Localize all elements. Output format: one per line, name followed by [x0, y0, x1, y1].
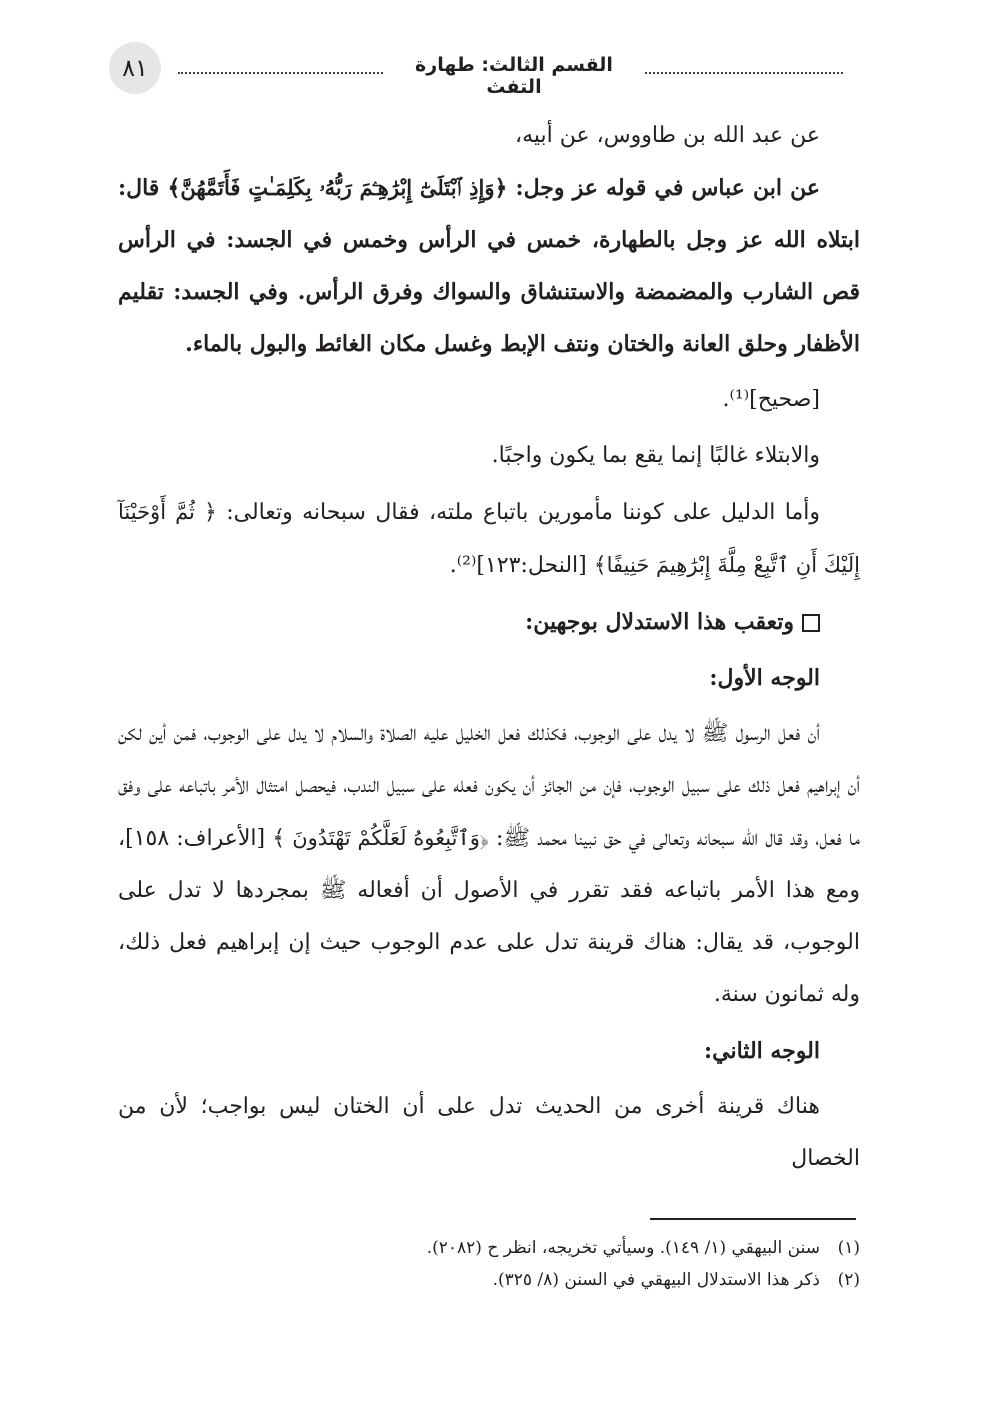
footnote-text: ذكر هذا الاستدلال البيهقي في السنن (٨/ ٣٢٥).: [492, 1270, 820, 1290]
running-header-title: القسم الثالث: طهارة التفث: [415, 54, 613, 98]
page-header: [0, 40, 1004, 100]
subheading-objection-label: وتعقب هذا الاستدلال بوجهين:: [525, 609, 794, 635]
footnote: [200, 1232, 860, 1264]
hadith-intro: عن ابن عباس في قوله عز وجل: ﴿: [494, 175, 820, 201]
page-number: ٨١: [109, 42, 161, 94]
paragraph-hadith: [118, 162, 860, 370]
evidence-reference: ﴾ [النحل:١٢٣]⁽²⁾.: [449, 553, 607, 578]
first-aspect-continued: ﴾ [الأعراف: ١٥٨]، ومع هذا الأمر باتباعه فقد تقرر في الأصول أن أفعاله ﷺ بمجردها لا تدل على الوجوب، قد يقال: هناك قرينة تدل على عدم الوجوب حيث إن إبراهيم فعل ذلك، وله ثمانون سنة.: [118, 826, 860, 1007]
paragraph-chain: عن عبد الله بن طاووس، عن أبيه،: [515, 123, 820, 148]
quran-verse-araf: وَٱتَّبِعُوهُ لَعَلَّكُمْ تَهْتَدُونَ: [292, 826, 480, 850]
subheading-second-aspect: الوجه الثاني:: [704, 1038, 820, 1064]
subheading-first-aspect: الوجه الأول:: [709, 665, 820, 691]
subheading-objection: [118, 596, 860, 648]
main-text: [118, 110, 860, 1185]
footnote-number: (١): [837, 1238, 860, 1258]
footnote-number: (٢): [837, 1270, 860, 1290]
footnote-text: سنن البيهقي (١/ ١٤٩). وسيأتي تخريجه، انظر ح (٢٠٨٢).: [426, 1238, 820, 1258]
first-aspect-text: أن فعل الرسول ﷺ لا يدل على الوجوب، فكذلك فعل الخليل عليه الصلاة والسلام لا يدل على الوجوب، فمن أين لكن أن إبراهيم فعل ذلك على سبيل الوجوب، فإن من الجائز أن يكون فعله على سبيل الندب، فيحصل امتثال الأمر باتباعه على وفق ما فعل، وقد قال الله سبحانه وتعالى في حق نبينا محمد ﷺ: ﴿: [118, 721, 860, 851]
paragraph-first-aspect: [118, 708, 860, 1021]
square-bullet-icon: [802, 614, 820, 632]
paragraph-ibtila: والابتلاء غالبًا إنما يقع بما يكون واجبًا.: [491, 443, 820, 468]
header-dotted-rule-left: [178, 72, 383, 74]
paragraph-second-aspect: هناك قرينة أخرى من الحديث تدل على أن الختان ليس بواجب؛ لأن من الخصال: [118, 1094, 860, 1171]
paragraph-evidence: [118, 486, 860, 592]
footnotes: [200, 1232, 860, 1296]
quran-verse-baqarah: وَإِذِ ٱبْتَلَىٰٓ إِبْرَٰهِـۧمَ رَبُّهُۥ بِكَلِمَـٰتٍ فَأَتَمَّهُنَّ: [180, 175, 495, 200]
footnote-separator: [650, 1218, 856, 1220]
quran-verse-nahl: ثُمَّ أَوْحَيْنَآ إِلَيْكَ أَنِ ٱتَّبِعْ مِلَّةَ إِبْرَٰهِيمَ حَنِيفًا: [118, 500, 860, 577]
header-dotted-rule-right: [645, 72, 843, 74]
evidence-intro: وأما الدليل على كوننا مأمورين باتباع ملته، فقال سبحانه وتعالى: ﴿: [203, 500, 821, 525]
hadith-text: ﴾ قال: ابتلاه الله عز وجل بالطهارة، خمس في الرأس وخمس في الجسد: في الرأس قص الشارب والمضمضة والاستنشاق والسواك وفرق الرأس. وفي الجسد: تقليم الأظفار وحلق العانة والختان ونتف الإبط وغسل مكان الغائط والبول بالماء.: [118, 175, 860, 357]
paragraph-grading: [صحيح]⁽¹⁾.: [722, 387, 820, 412]
footnote: [200, 1264, 860, 1296]
